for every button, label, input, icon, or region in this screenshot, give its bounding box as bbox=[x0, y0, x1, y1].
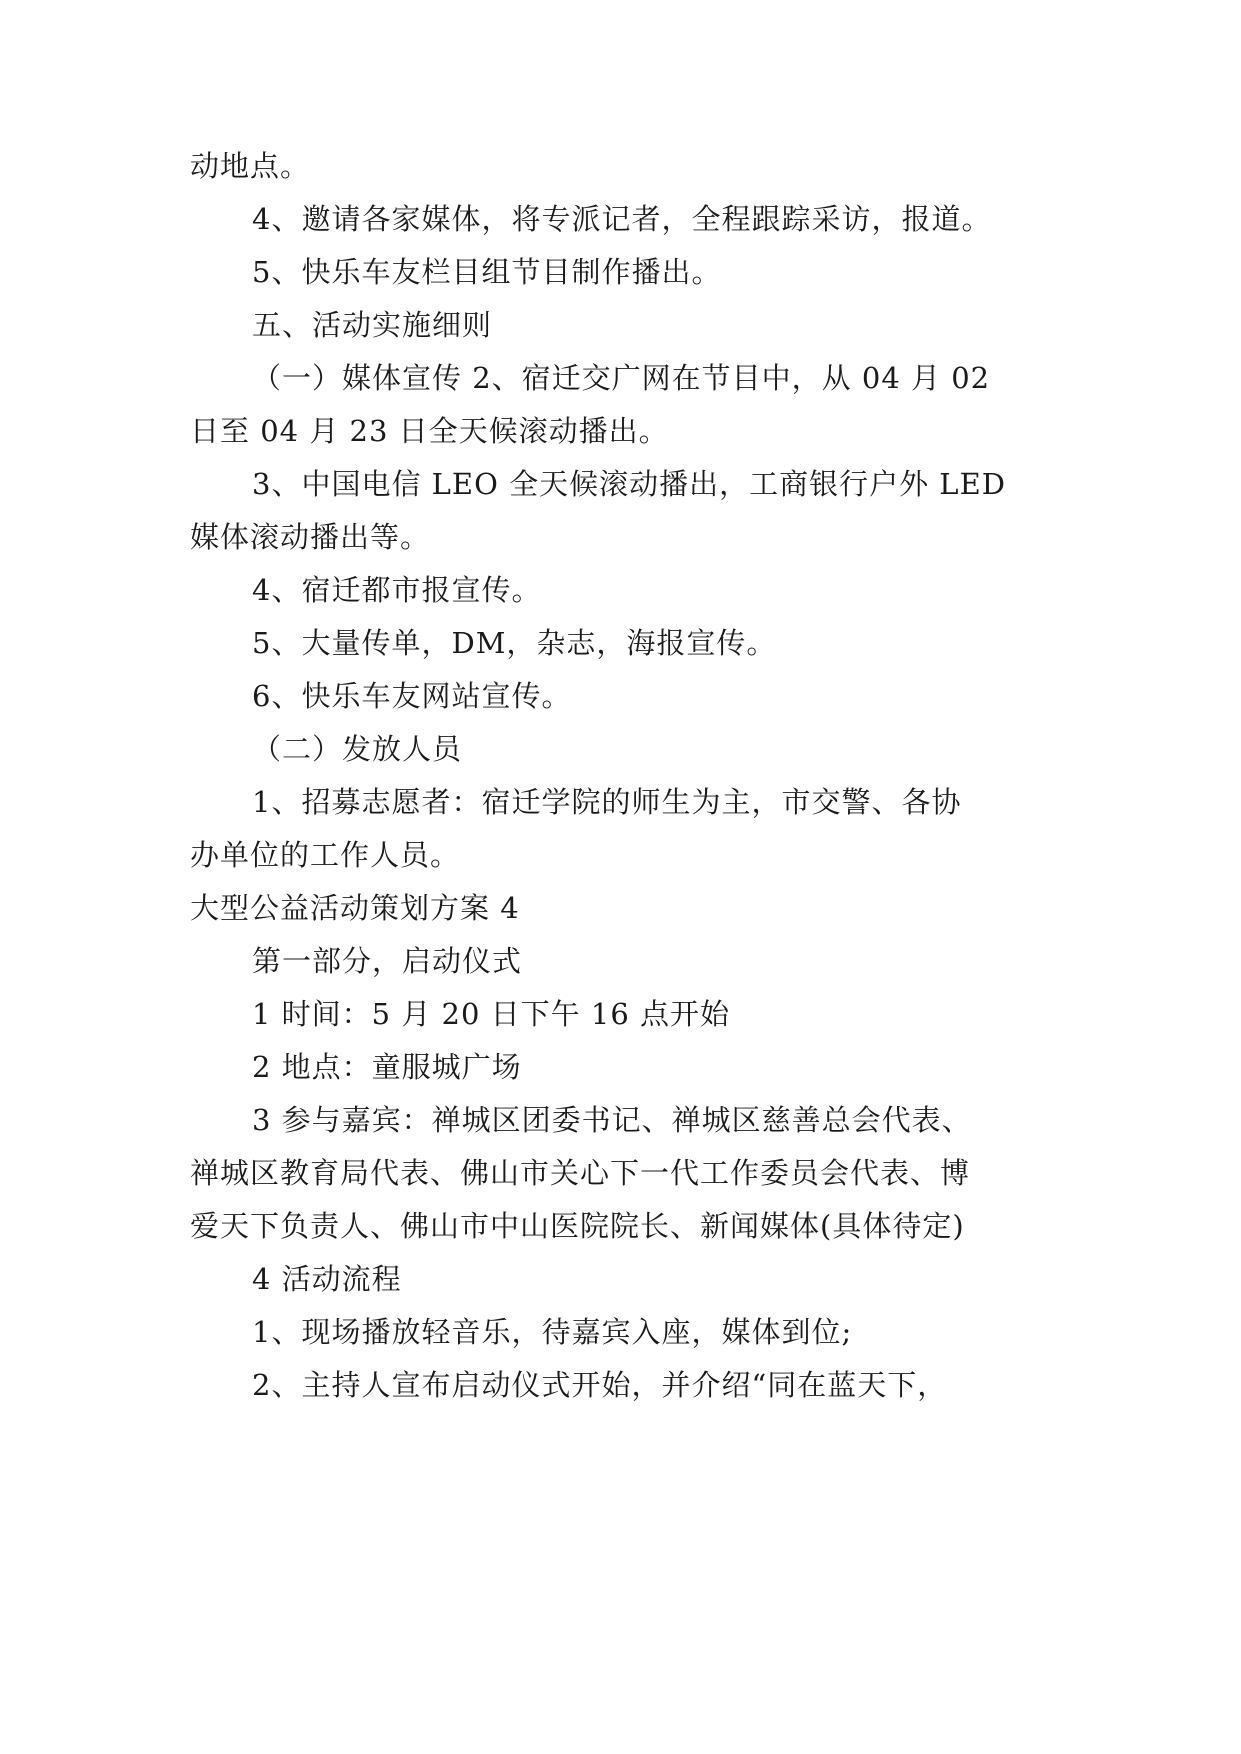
text-line: 禅城区教育局代表、佛山市关心下一代工作委员会代表、博 bbox=[190, 1156, 971, 1190]
text-line: 5、大量传单，DM，杂志，海报宣传。 bbox=[252, 626, 777, 660]
text-line: 3、中国电信 LEO 全天候滚动播出，工商银行户外 LED bbox=[252, 467, 1006, 501]
text-line: 1、现场播放轻音乐，待嘉宾入座，媒体到位; bbox=[252, 1315, 853, 1349]
text-line: 4 活动流程 bbox=[252, 1262, 402, 1296]
document-title: 大型公益活动策划方案 4 bbox=[190, 891, 520, 925]
text-line: 1、招募志愿者：宿迁学院的师生为主，市交警、各协 bbox=[252, 785, 962, 819]
text-line: 爱天下负责人、佛山市中山医院院长、新闻媒体(具体待定) bbox=[190, 1209, 965, 1243]
text-line: 4、宿迁都市报宣传。 bbox=[252, 573, 542, 607]
text-line: 3 参与嘉宾：禅城区团委书记、禅城区慈善总会代表、 bbox=[252, 1103, 972, 1137]
text-line: 动地点。 bbox=[190, 149, 311, 183]
section-heading: 五、活动实施细则 bbox=[252, 308, 493, 342]
text-line: 1 时间：5 月 20 日下午 16 点开始 bbox=[252, 997, 731, 1031]
subsection-heading: （二）发放人员 bbox=[252, 732, 463, 766]
text-line: 办单位的工作人员。 bbox=[190, 838, 461, 872]
text-line: 5、快乐车友栏目组节目制作播出。 bbox=[252, 255, 722, 289]
text-line: 媒体滚动播出等。 bbox=[190, 520, 431, 554]
text-line: 6、快乐车友网站宣传。 bbox=[252, 679, 572, 713]
text-line: 2、主持人宣布启动仪式开始，并介绍“同在蓝天下， bbox=[252, 1368, 948, 1402]
text-line: 2 地点：童服城广场 bbox=[252, 1050, 522, 1084]
text-line: 第一部分，启动仪式 bbox=[252, 944, 523, 978]
text-line: 日至 04 月 23 日全天候滚动播出。 bbox=[190, 414, 669, 448]
text-line: 4、邀请各家媒体，将专派记者，全程跟踪采访，报道。 bbox=[252, 202, 992, 236]
text-line: （一）媒体宣传 2、宿迁交广网在节目中，从 04 月 02 bbox=[252, 361, 991, 395]
